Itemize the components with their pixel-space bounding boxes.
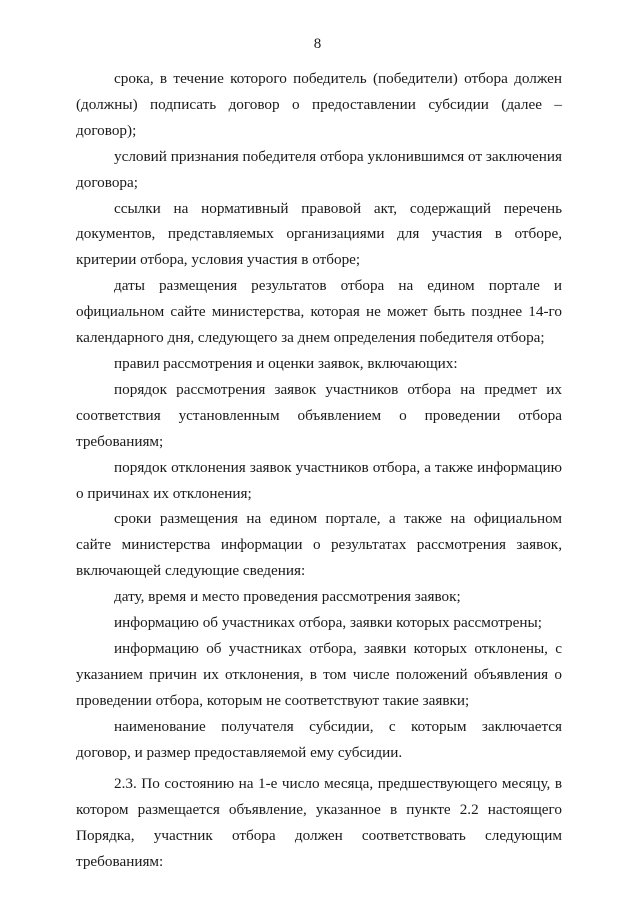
paragraph: информацию об участниках отбора, заявки которых отклонены, с указанием причин их отклонения, в том числе положений объявления о проведении отбора, которым не соответствуют такие заявки; bbox=[76, 639, 562, 709]
paragraph: даты размещения результатов отбора на едином портале и официальном сайте министерства, которая не может быть позднее 14-го календарного дня, следующего за днем определения победителя отбора; bbox=[76, 277, 562, 347]
paragraph: порядок отклонения заявок участников отбора, а также информацию о причинах их отклонения; bbox=[76, 458, 562, 502]
paragraph: ссылки на нормативный правовой акт, содержащий перечень документов, представляемых организациями для участия в отборе, критерии отбора, условия участия в отборе; bbox=[76, 199, 562, 269]
document-body bbox=[76, 66, 562, 875]
paragraph: порядок рассмотрения заявок участников отбора на предмет их соответствия установленным объявлением о проведении отбора требованиям; bbox=[76, 380, 562, 450]
paragraph: правил рассмотрения и оценки заявок, включающих: bbox=[114, 354, 458, 372]
paragraph: срока, в течение которого победитель (победители) отбора должен (должны) подписать договор о предоставлении субсидии (далее – договор); bbox=[76, 70, 562, 139]
paragraph: наименование получателя субсидии, с которым заключается договор, и размер предоставляемой ему субсидии. bbox=[76, 717, 562, 761]
page-number: 8 bbox=[313, 36, 322, 52]
paragraph: условий признания победителя отбора уклонившимся от заключения договора; bbox=[76, 147, 562, 191]
paragraph: информацию об участниках отбора, заявки которых рассмотрены; bbox=[114, 614, 542, 632]
section-paragraph: 2.3. По состоянию на 1-е число месяца, предшествующего месяцу, в котором размещается объявление, указанное в пункте 2.2 настоящего Порядка, участник отбора должен соответствовать следующим требованиям: bbox=[76, 775, 562, 871]
paragraph: дату, время и место проведения рассмотрения заявок; bbox=[114, 588, 461, 606]
paragraph: сроки размещения на едином портале, а также на официальном сайте министерства информации о результатах рассмотрения заявок, включающей следующие сведения: bbox=[76, 510, 562, 580]
